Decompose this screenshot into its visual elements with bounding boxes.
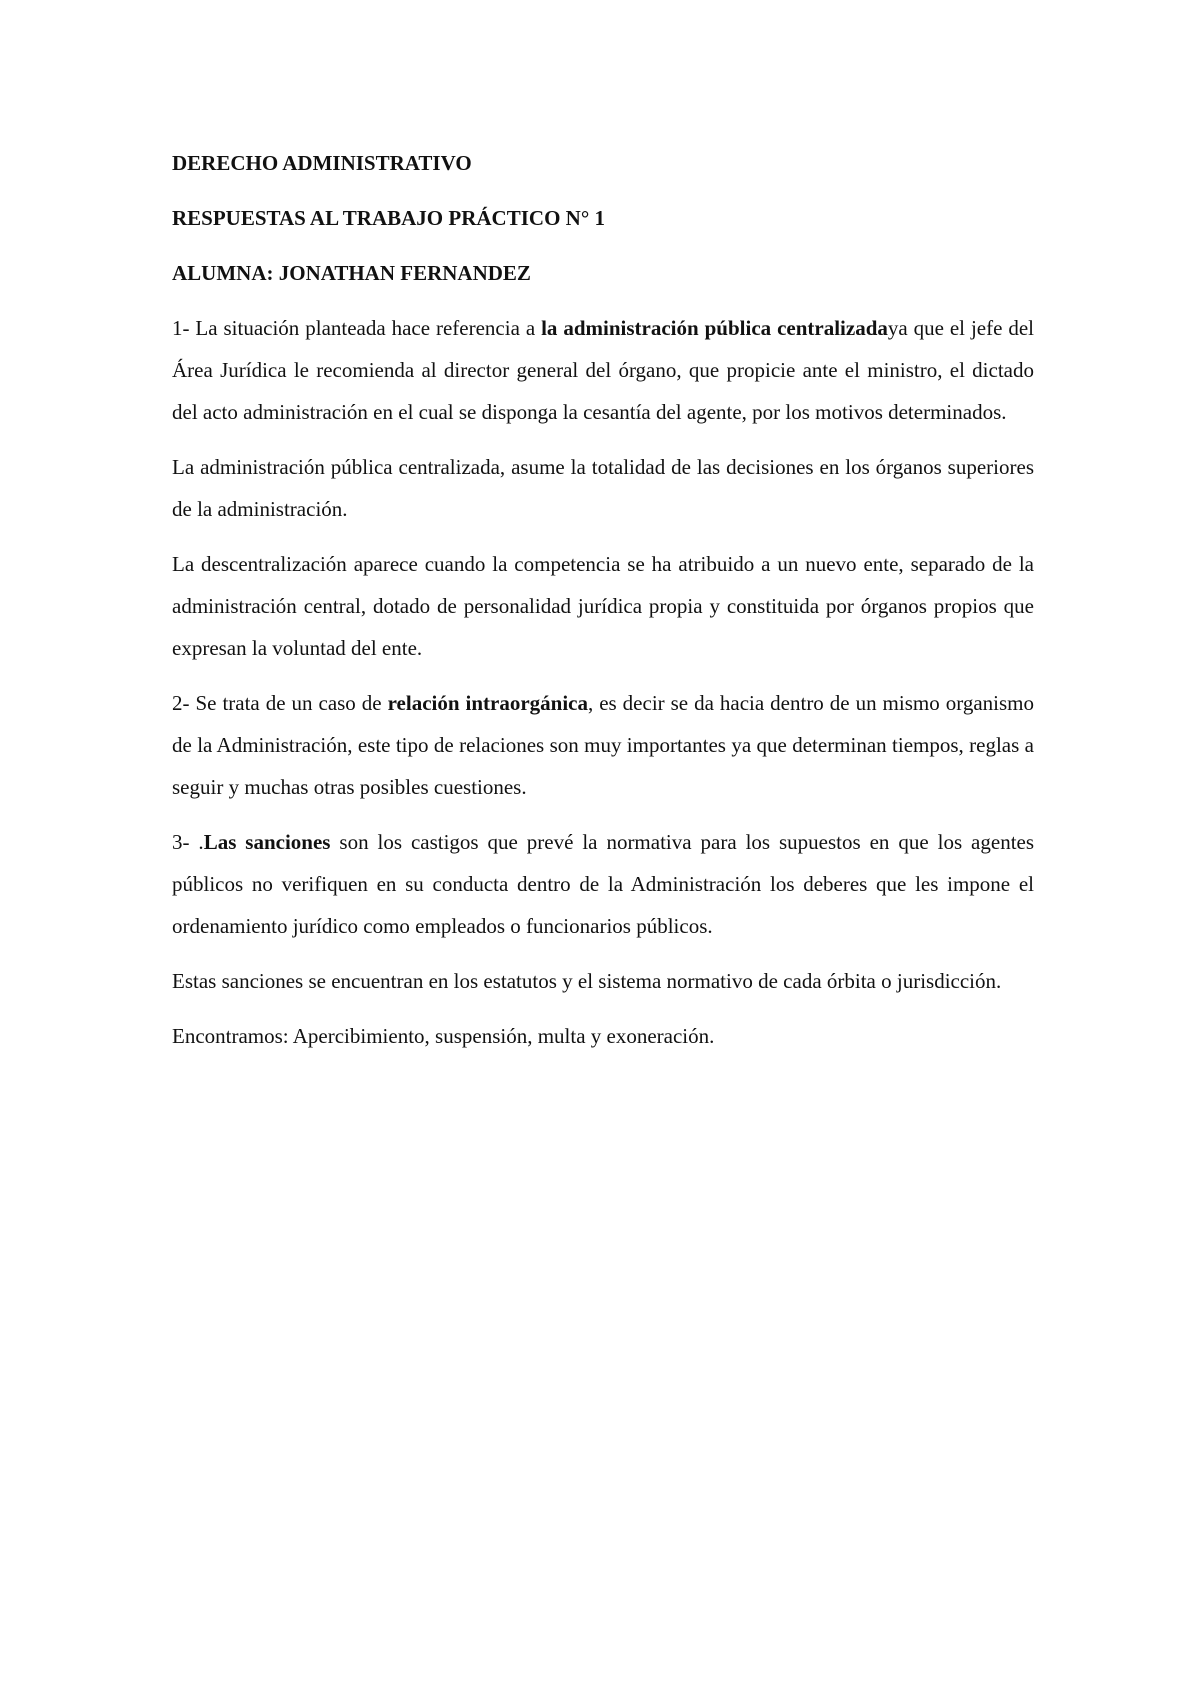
assignment-title: RESPUESTAS AL TRABAJO PRÁCTICO N° 1	[172, 206, 605, 230]
answer-2-intro: 2- Se trata de un caso de	[172, 691, 388, 715]
answer-1-paragraph	[172, 307, 1034, 433]
answer-3-paragraph	[172, 821, 1034, 947]
answer-1-intro: 1- La situación planteada hace referencia a	[172, 316, 542, 340]
answer-2-paragraph	[172, 682, 1034, 808]
course-title: DERECHO ADMINISTRATIVO	[172, 151, 472, 175]
answer-1-body: ya que el jefe del Área Jurídica le recomienda al director general del órgano, que propicie ante el ministro, el dictado del acto administración en el cual se disponga la cesantía del agente, por los motivos determinados.	[172, 316, 1034, 424]
centralization-paragraph: La administración pública centralizada, asume la totalidad de las decisiones en los órganos superiores de la administración.	[172, 455, 1034, 521]
answer-3-intro: 3- .	[172, 830, 204, 854]
sanctions-list-paragraph: Encontramos: Apercibimiento, suspensión, multa y exoneración.	[172, 1024, 715, 1048]
student-name: ALUMNA: JONATHAN FERNANDEZ	[172, 261, 531, 285]
answer-3-key-term: Las sanciones	[203, 830, 331, 854]
decentralization-paragraph: La descentralización aparece cuando la competencia se ha atribuido a un nuevo ente, separado de la administración central, dotado de personalidad jurídica propia y constituida por órganos propios que expresan la voluntad del ente.	[172, 552, 1034, 660]
answer-1-key-term: la administración pública centralizada	[541, 316, 888, 340]
sanctions-location-paragraph: Estas sanciones se encuentran en los estatutos y el sistema normativo de cada órbita o jurisdicción.	[172, 969, 1002, 993]
answer-3-body: son los castigos que prevé la normativa para los supuestos en que los agentes públicos no verifiquen en su conducta dentro de la Administración los deberes que les impone el ordenamiento jurídico como empleados o funcionarios públicos.	[172, 830, 1035, 938]
answer-2-body: , es decir se da hacia dentro de un mismo organismo de la Administración, este tipo de relaciones son muy importantes ya que determinan tiempos, reglas a seguir y muchas otras posibles cuestiones.	[172, 691, 1034, 799]
answer-2-key-term: relación intraorgánica	[387, 691, 588, 715]
document-body	[172, 142, 1034, 1070]
